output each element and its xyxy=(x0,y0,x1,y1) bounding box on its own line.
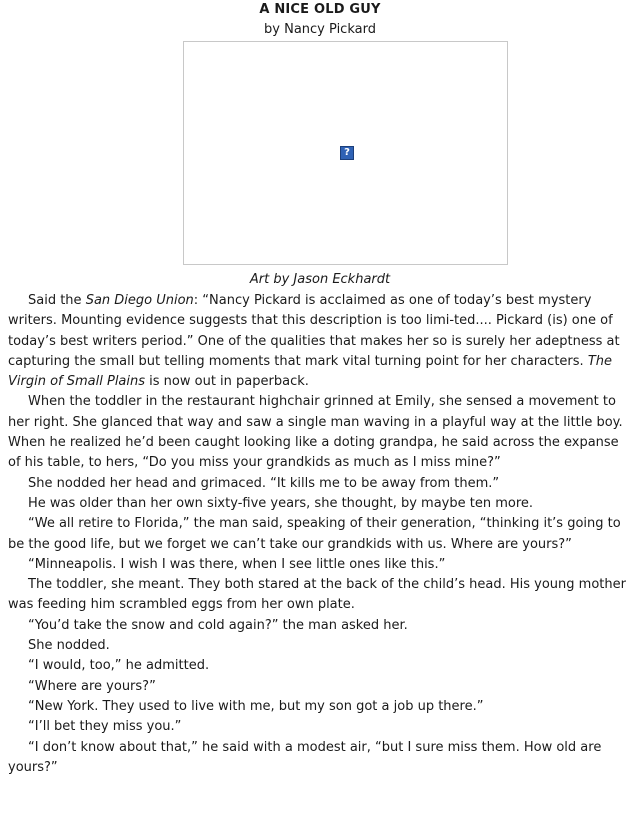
story-paragraph: “We all retire to Florida,” the man said, speaking of their generation, “thinking it’s going to be the good life, but we forget we can’t take our grandkids with us. Where are yours?” xyxy=(8,516,621,552)
intro-text: Said the xyxy=(28,293,86,308)
story-paragraph: She nodded her head and grimaced. “It kills me to be away from them.” xyxy=(28,475,500,491)
story-paragraph: He was older than her own sixty-five years, she thought, by maybe ten more. xyxy=(28,495,534,511)
illustration-caption: Art by Jason Eckhardt xyxy=(249,272,391,287)
intro-text: is now out in paperback. xyxy=(145,374,309,390)
story-byline: by Nancy Pickard xyxy=(264,22,376,37)
story-paragraph: “Minneapolis. I wish I was there, when I see little ones like this.” xyxy=(28,556,446,572)
story-paragraph: “I would, too,” he admitted. xyxy=(28,658,210,674)
story-title: A NICE OLD GUY xyxy=(259,2,381,17)
story-paragraph: “New York. They used to live with me, but my son got a job up there.” xyxy=(28,698,484,714)
story-paragraph: “I’ll bet they miss you.” xyxy=(28,719,182,735)
story-paragraph: When the toddler in the restaurant highchair grinned at Emily, she sensed a movement to her right. She glanced that way and saw a single man waving in a playful way at the little boy. When he realized he’d been caught looking like a doting grandpa, he said across the expanse of his table, to hers, “Do you miss your grandkids as much as I miss mine?” xyxy=(8,394,623,471)
story-paragraph: “You’d take the snow and cold again?” the man asked her. xyxy=(28,617,408,633)
source-publication: San Diego Union xyxy=(85,293,194,308)
story-paragraph: She nodded. xyxy=(28,638,110,654)
author-intro-paragraph xyxy=(8,291,634,392)
story-paragraph: The toddler, she meant. They both stared at the back of the child’s head. His young mother was feeding him scrambled eggs from her own plate. xyxy=(8,577,626,613)
story-paragraph: “Where are yours?” xyxy=(28,678,156,694)
illustration-placeholder xyxy=(183,41,508,265)
intro-text: : “Nancy Pickard is acclaimed as one of today’s best mystery writers. Mounting evidence suggests that this description is too limi-ted.... Pickard (is) one of today’s best writers period.” One of the qualities that makes her so is surely her adeptness at capturing the small but telling moments that mark vital turning point for her characters. xyxy=(8,293,620,369)
story-body xyxy=(8,291,634,778)
broken-image-icon: ? xyxy=(340,146,354,160)
book-title: The Virgin of Small Plains xyxy=(8,353,612,390)
story-paragraph: “I don’t know about that,” he said with a modest air, “but I sure miss them. How old are yours?” xyxy=(8,739,602,775)
